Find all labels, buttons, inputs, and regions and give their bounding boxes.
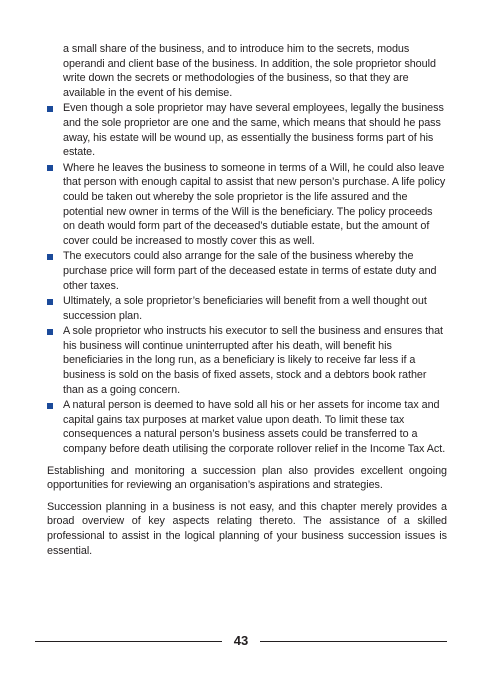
page-body xyxy=(47,42,447,558)
square-bullet-icon xyxy=(47,165,53,171)
continuation-paragraph: a small share of the business, and to introduce him to the secrets, modus operandi and client base of the business. In addition, the sole proprietor should write down the secrets or methodologies of the business, so that they are available in the event of his demise. xyxy=(63,43,436,99)
bullet-text: The executors could also arrange for the sale of the business whereby the purchase price will form part of the deceased estate in terms of estate duty and other taxes. xyxy=(63,250,437,292)
square-bullet-icon xyxy=(47,403,53,409)
page-footer xyxy=(35,633,447,649)
square-bullet-icon xyxy=(47,329,53,335)
bullet-item xyxy=(47,249,447,293)
bullet-text: Where he leaves the business to someone in terms of a Will, he could also leave that person with enough capital to assist that new person’s purchase. A life policy could be taken out whereby the sole proprietor is the life assured and the potential new owner in terms of the Will is the beneficiary. The policy proceeds on death would form part of the deceased’s dutiable estate, but the amount of cover could be increased to mostly cover this as well. xyxy=(63,161,446,247)
bullet-text: Ultimately, a sole proprietor’s beneficiaries will benefit from a well thought out succession plan. xyxy=(63,295,427,322)
body-paragraph: Succession planning in a business is not easy, and this chapter merely provides a broad overview of key aspects relating thereto. The assistance of a skilled professional to assist in the logical planning of your business succession issues is essential. xyxy=(47,500,447,557)
square-bullet-icon xyxy=(47,106,53,112)
body-paragraph: Establishing and monitoring a succession plan also provides excellent ongoing opportunities for reviewing an organisation’s aspirations and strategies. xyxy=(47,464,447,492)
bullet-item xyxy=(47,161,447,249)
bullet-list xyxy=(47,101,447,456)
square-bullet-icon xyxy=(47,254,53,260)
bullet-item xyxy=(47,294,447,323)
bullet-item xyxy=(47,101,447,159)
bullet-item xyxy=(47,324,447,397)
page-number: 43 xyxy=(233,633,249,648)
bullet-item xyxy=(47,398,447,456)
bullet-text: Even though a sole proprietor may have several employees, legally the business and the sole proprietor are one and the same, which means that should he pass away, his estate will be wound up, as essentially the business forms part of his estate. xyxy=(63,102,444,159)
footer-rule-left xyxy=(35,641,222,642)
bullet-text: A natural person is deemed to have sold all his or her assets for income tax and capital gains tax purposes at market value upon death. To limit these tax consequences a natural person’s business assets could be transferred to a company before death utilising the corporate rollover relief in the Income Tax Act. xyxy=(63,399,446,456)
bullet-text: A sole proprietor who instructs his executor to sell the business and ensures that his business will continue uninterrupted after his death, will benefit his beneficiaries in the long run, as a beneficiary is likely to receive far less if a business is sold on the basis of fixed assets, stock and a debtors book rather than as a going concern. xyxy=(63,325,443,396)
square-bullet-icon xyxy=(47,299,53,305)
footer-rule-right xyxy=(260,641,447,642)
